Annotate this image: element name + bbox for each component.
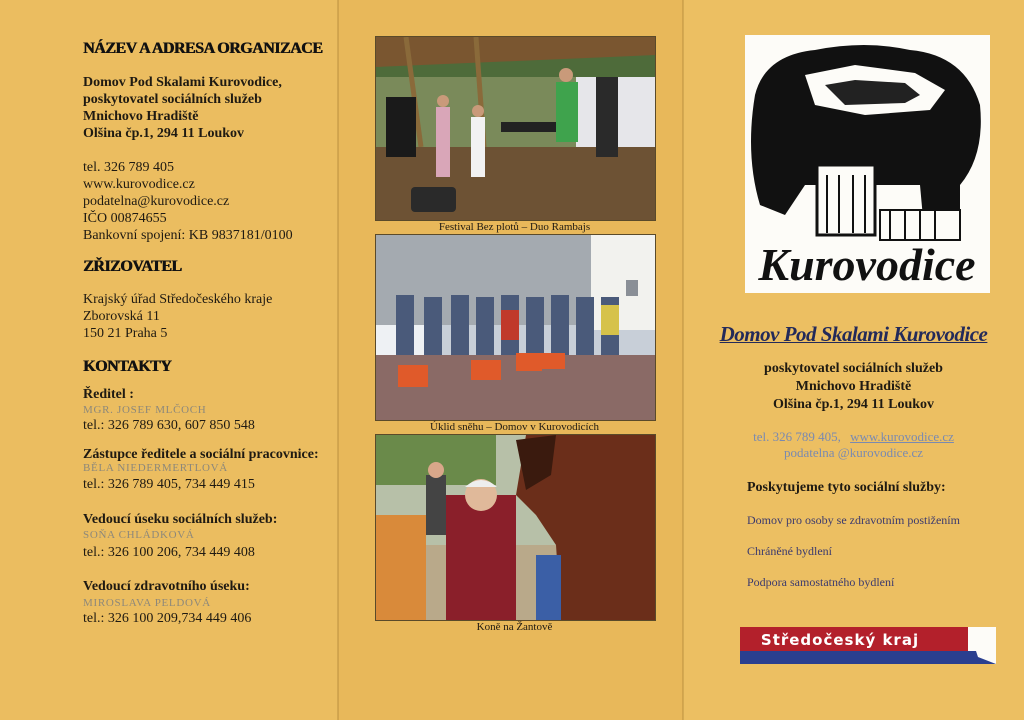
org-heading: NÁZEV A ADRESA ORGANIZACE bbox=[83, 40, 323, 57]
contact-phone: tel.: 326 100 206, 734 449 408 bbox=[83, 545, 255, 560]
contact-role: Vedoucí zdravotního úseku: bbox=[83, 579, 250, 594]
email-link[interactable]: podatelna@kurovodice.cz bbox=[83, 194, 230, 209]
contact-name: MIROSLAVA PELDOVÁ bbox=[83, 597, 211, 609]
phone-line: tel. 326 789 405 bbox=[83, 160, 174, 175]
org-subtitle bbox=[683, 360, 1024, 414]
contact-phone: tel.: 326 789 405, 734 449 415 bbox=[83, 477, 255, 492]
services-heading: Poskytujeme tyto sociální služby: bbox=[747, 480, 946, 495]
contact-phone: tel.: 326 100 209,734 449 406 bbox=[83, 611, 252, 626]
snow-cleaning-photo bbox=[375, 234, 656, 421]
contact-name: MGR. JOSEF MLČOCH bbox=[83, 404, 207, 416]
festival-photo bbox=[375, 36, 656, 221]
founder-line: Zborovská 11 bbox=[83, 309, 160, 324]
org-line: Mnichovo Hradiště bbox=[83, 109, 199, 124]
logo-wordmark: Kurovodice bbox=[758, 239, 976, 290]
fold-line bbox=[337, 0, 339, 720]
contact-role: Zástupce ředitele a sociální pracovnice: bbox=[83, 447, 319, 462]
org-line: Olšina čp.1, 294 11 Loukov bbox=[83, 126, 245, 141]
email-link[interactable]: podatelna @kurovodice.cz bbox=[783, 445, 924, 460]
website-link[interactable]: www.kurovodice.cz bbox=[850, 429, 954, 444]
horses-photo bbox=[375, 434, 656, 621]
service-item: Domov pro osoby se zdravotním postižením bbox=[747, 513, 960, 527]
service-item: Podpora samostatného bydlení bbox=[747, 575, 895, 589]
founder-line: Krajský úřad Středočeského kraje bbox=[83, 292, 273, 307]
contact-role: Vedoucí úseku sociálních služeb: bbox=[83, 512, 278, 527]
contact-phone: tel.: 326 789 630, 607 850 548 bbox=[83, 418, 255, 433]
region-label: Středočeský kraj bbox=[760, 631, 920, 649]
service-item: Chráněné bydlení bbox=[747, 544, 832, 558]
subtitle-line: Mnichovo Hradiště bbox=[795, 379, 912, 394]
ico-line: IČO 00874655 bbox=[83, 211, 167, 226]
org-line: Domov Pod Skalami Kurovodice, bbox=[83, 75, 282, 90]
photo-caption: Úklid sněhu – Domov v Kurovodicích bbox=[430, 421, 599, 433]
region-banner bbox=[740, 627, 996, 664]
contact-name: BĚLA NIEDERMERTLOVÁ bbox=[83, 462, 228, 474]
phone-text: tel. 326 789 405, bbox=[753, 429, 841, 444]
contact-name: SOŇA CHLÁDKOVÁ bbox=[83, 529, 195, 541]
org-title: Domov Pod Skalami Kurovodice bbox=[719, 322, 988, 346]
bank-line: Bankovní spojení: KB 9837181/0100 bbox=[83, 228, 293, 243]
photo-caption: Koně na Žantově bbox=[476, 621, 553, 633]
org-contact-block bbox=[83, 159, 293, 244]
founder-heading: ZŘIZOVATEL bbox=[83, 258, 182, 275]
founder-block bbox=[83, 291, 272, 342]
subtitle-line: Olšina čp.1, 294 11 Loukov bbox=[772, 397, 935, 412]
org-line: poskytovatel sociálních služeb bbox=[83, 92, 262, 107]
subtitle-line: poskytovatel sociálních služeb bbox=[764, 361, 943, 376]
org-address bbox=[83, 74, 282, 142]
contact-role: Ředitel : bbox=[83, 387, 134, 402]
kurovodice-logo bbox=[745, 35, 990, 293]
founder-line: 150 21 Praha 5 bbox=[83, 326, 168, 341]
right-contacts bbox=[683, 429, 1024, 461]
contacts-heading: KONTAKTY bbox=[83, 358, 172, 375]
website-link[interactable]: www.kurovodice.cz bbox=[83, 177, 195, 192]
photo-caption: Festival Bez plotů – Duo Rambajs bbox=[438, 221, 591, 233]
